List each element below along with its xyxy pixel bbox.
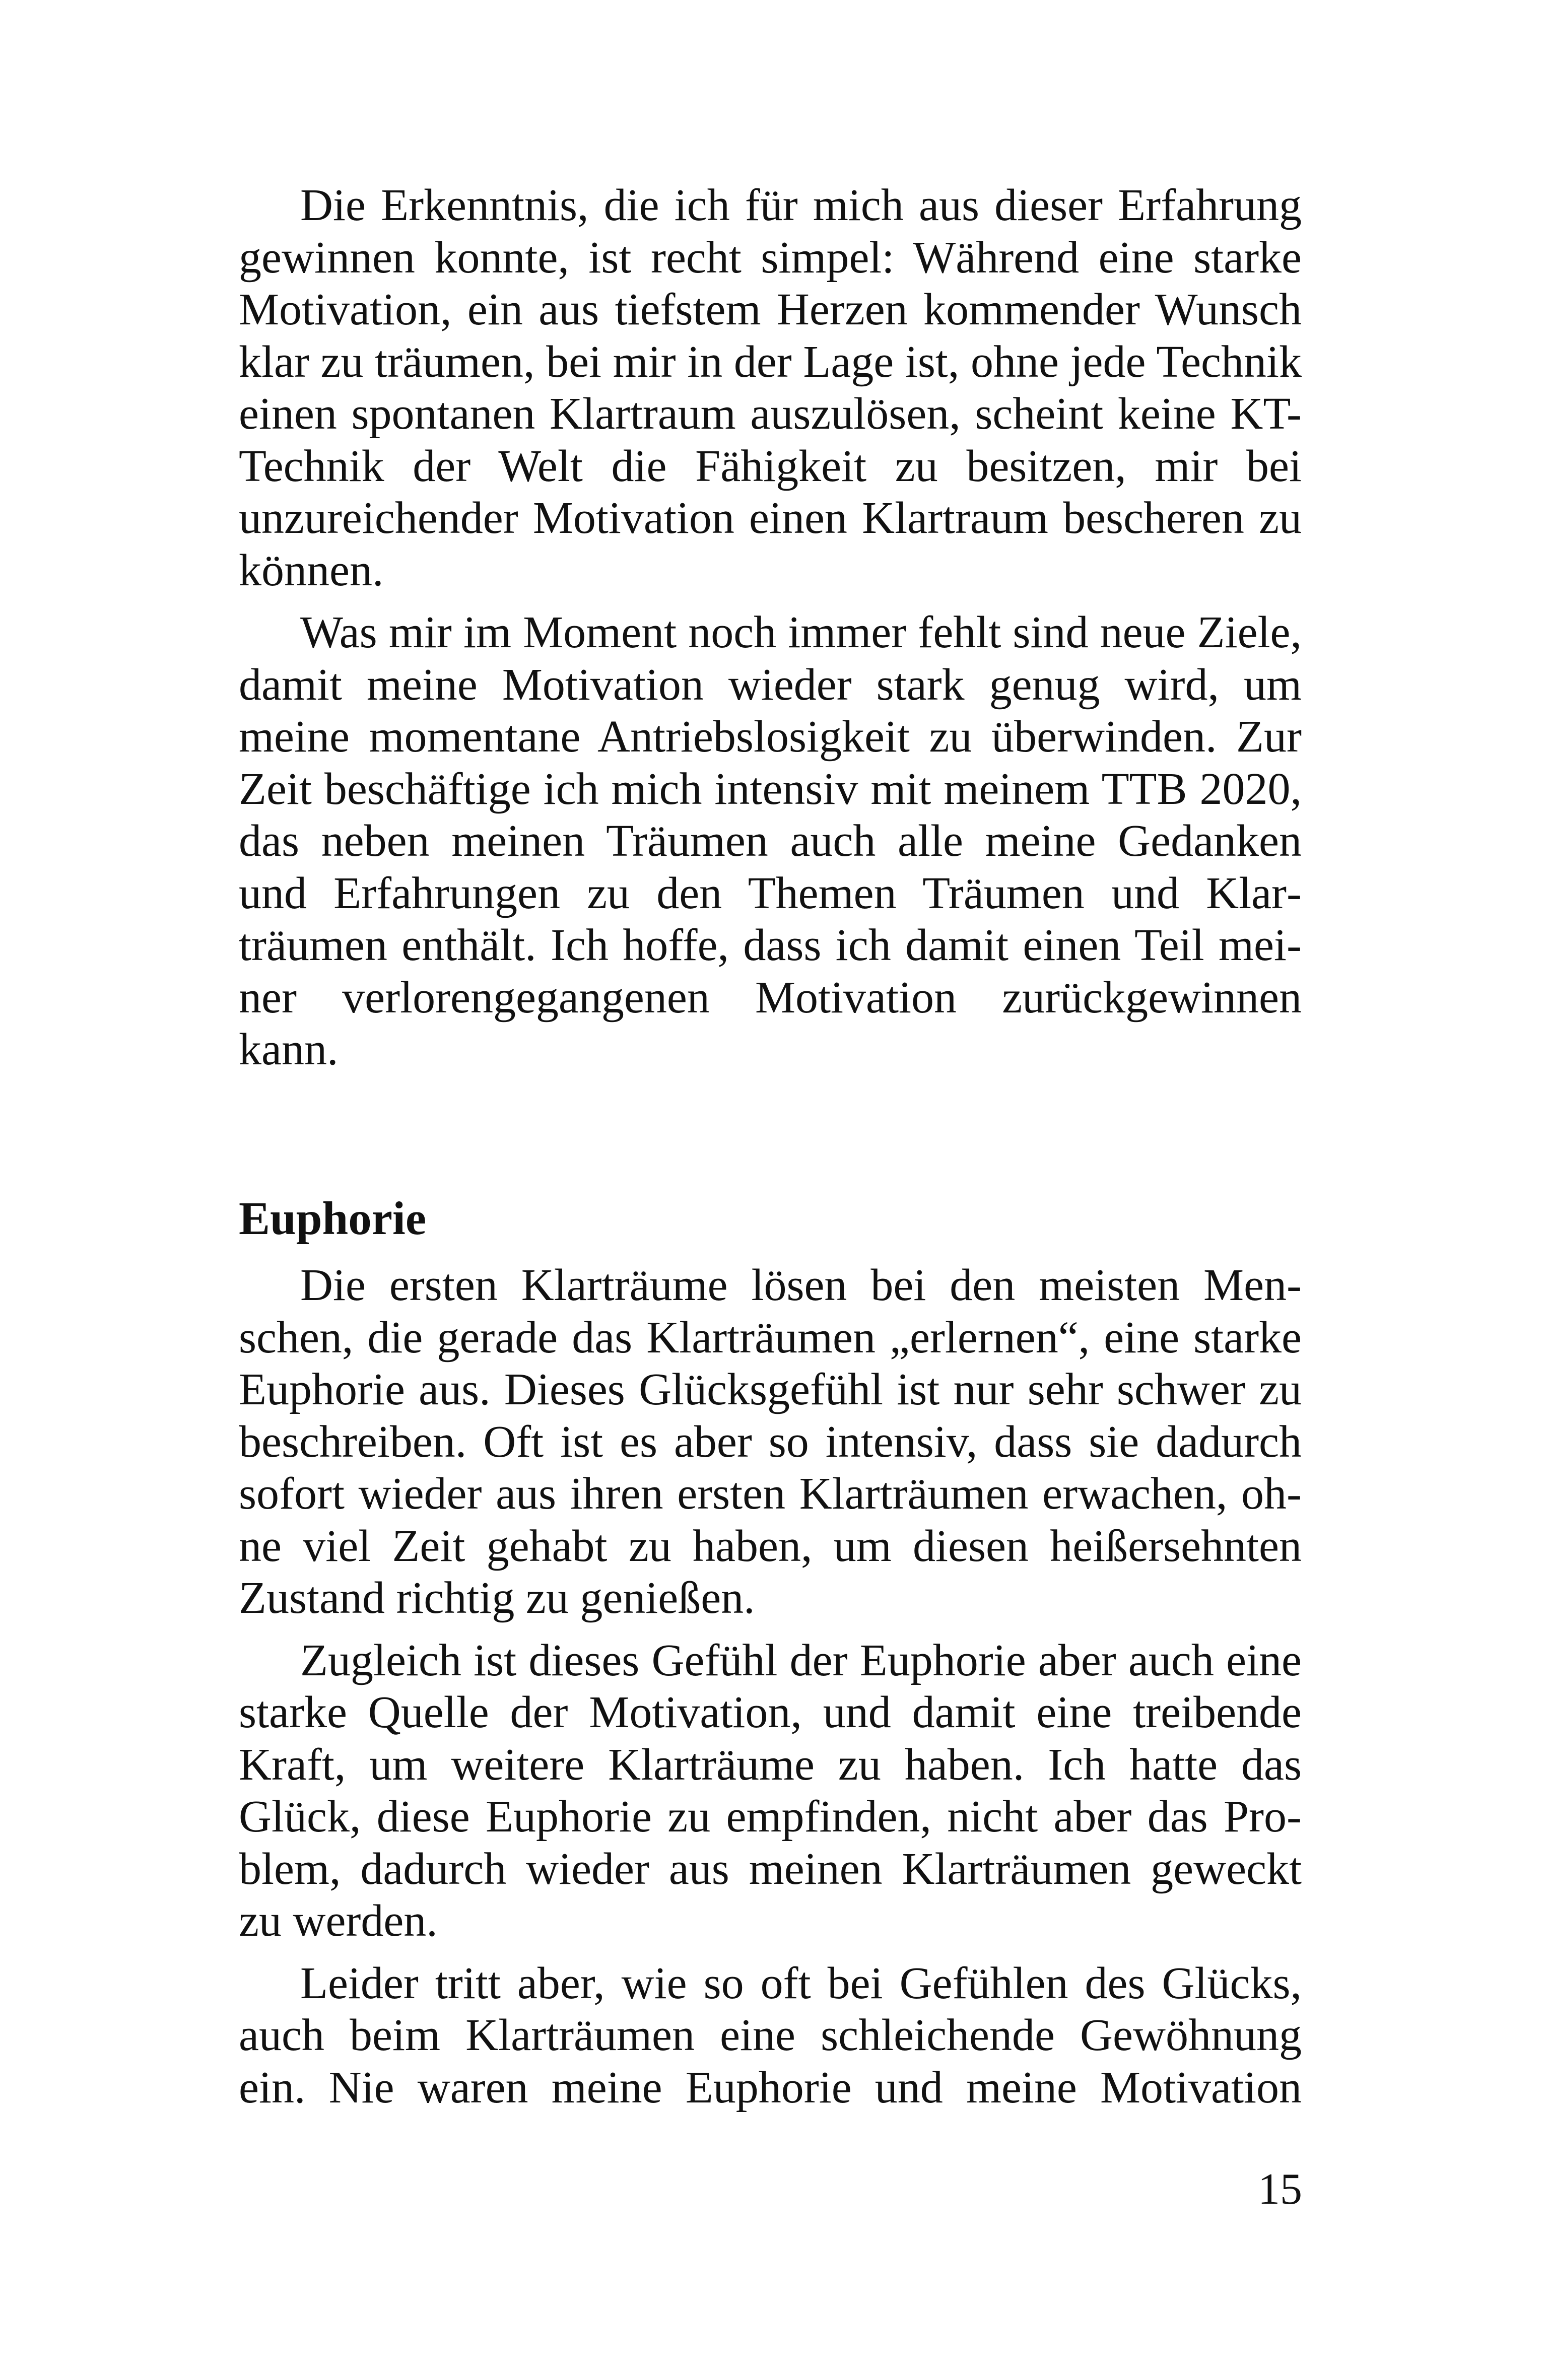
paragraph-gewoehnung: Leider tritt aber, wie so oft bei Gefühlen des Glücks, auch beim Klarträumen eine schleichende Gewöhnung ein. Nie waren meine Euphorie und meine Motivation (239, 1958, 1302, 2113)
paragraph-erste-klartraeume: Die ersten Klarträume lösen bei den meisten Menschen, die gerade das Klarträumen „erlernen“, eine starke Euphorie aus. Dieses Glücksgefühl ist nur sehr schwer zu beschreiben. Oft ist es aber so intensiv, dass sie dadurch sofort wieder aus ihren ersten Klarträumen erwachen, ohne viel Zeit gehabt zu haben, um diesen heißersehnten Zustand richtig zu genießen. (239, 1260, 1302, 1623)
paragraph-erkenntnis: Die Erkenntnis, die ich für mich aus dieser Erfahrung gewinnen konnte, ist recht simpel: Während eine starke Motivation, ein aus tiefstem Herzen kommender Wunsch klar zu träumen, bei mir in der Lage ist, ohne jede Technik einen spontanen Klartraum auszulösen, scheint keine KT-Technik der Welt die Fähigkeit zu besitzen, mir bei unzureichender Motivation einen Klartraum bescheren zu können. (239, 180, 1302, 595)
body-text-top (239, 179, 1302, 1076)
paragraph-quelle-motivation: Zugleich ist dieses Gefühl der Euphorie aber auch eine starke Quelle der Motivation, und damit eine treibende Kraft, um weitere Klarträume zu haben. Ich hatte das Glück, diese Euphorie zu empfinden, nicht aber das Problem, dadurch wieder aus meinen Klarträumen geweckt zu werden. (239, 1635, 1302, 1946)
paragraph-ziele: Was mir im Moment noch immer fehlt sind neue Ziele, damit meine Motivation wieder stark genug wird, um meine momentane Antriebslosigkeit zu überwinden. Zur Zeit beschäftige ich mich intensiv mit meinem TTB 2020, das neben meinen Träumen auch alle meine Gedanken und Erfahrungen zu den Themen Träumen und Klarträumen enthält. Ich hoffe, dass ich damit einen Teil meiner verlorengegangenen Motivation zurückgewinnen kann. (239, 607, 1302, 1074)
section-heading: Euphorie (239, 1193, 427, 1245)
page-number: 15 (1258, 2165, 1302, 2214)
body-text-bottom (239, 1259, 1302, 2114)
